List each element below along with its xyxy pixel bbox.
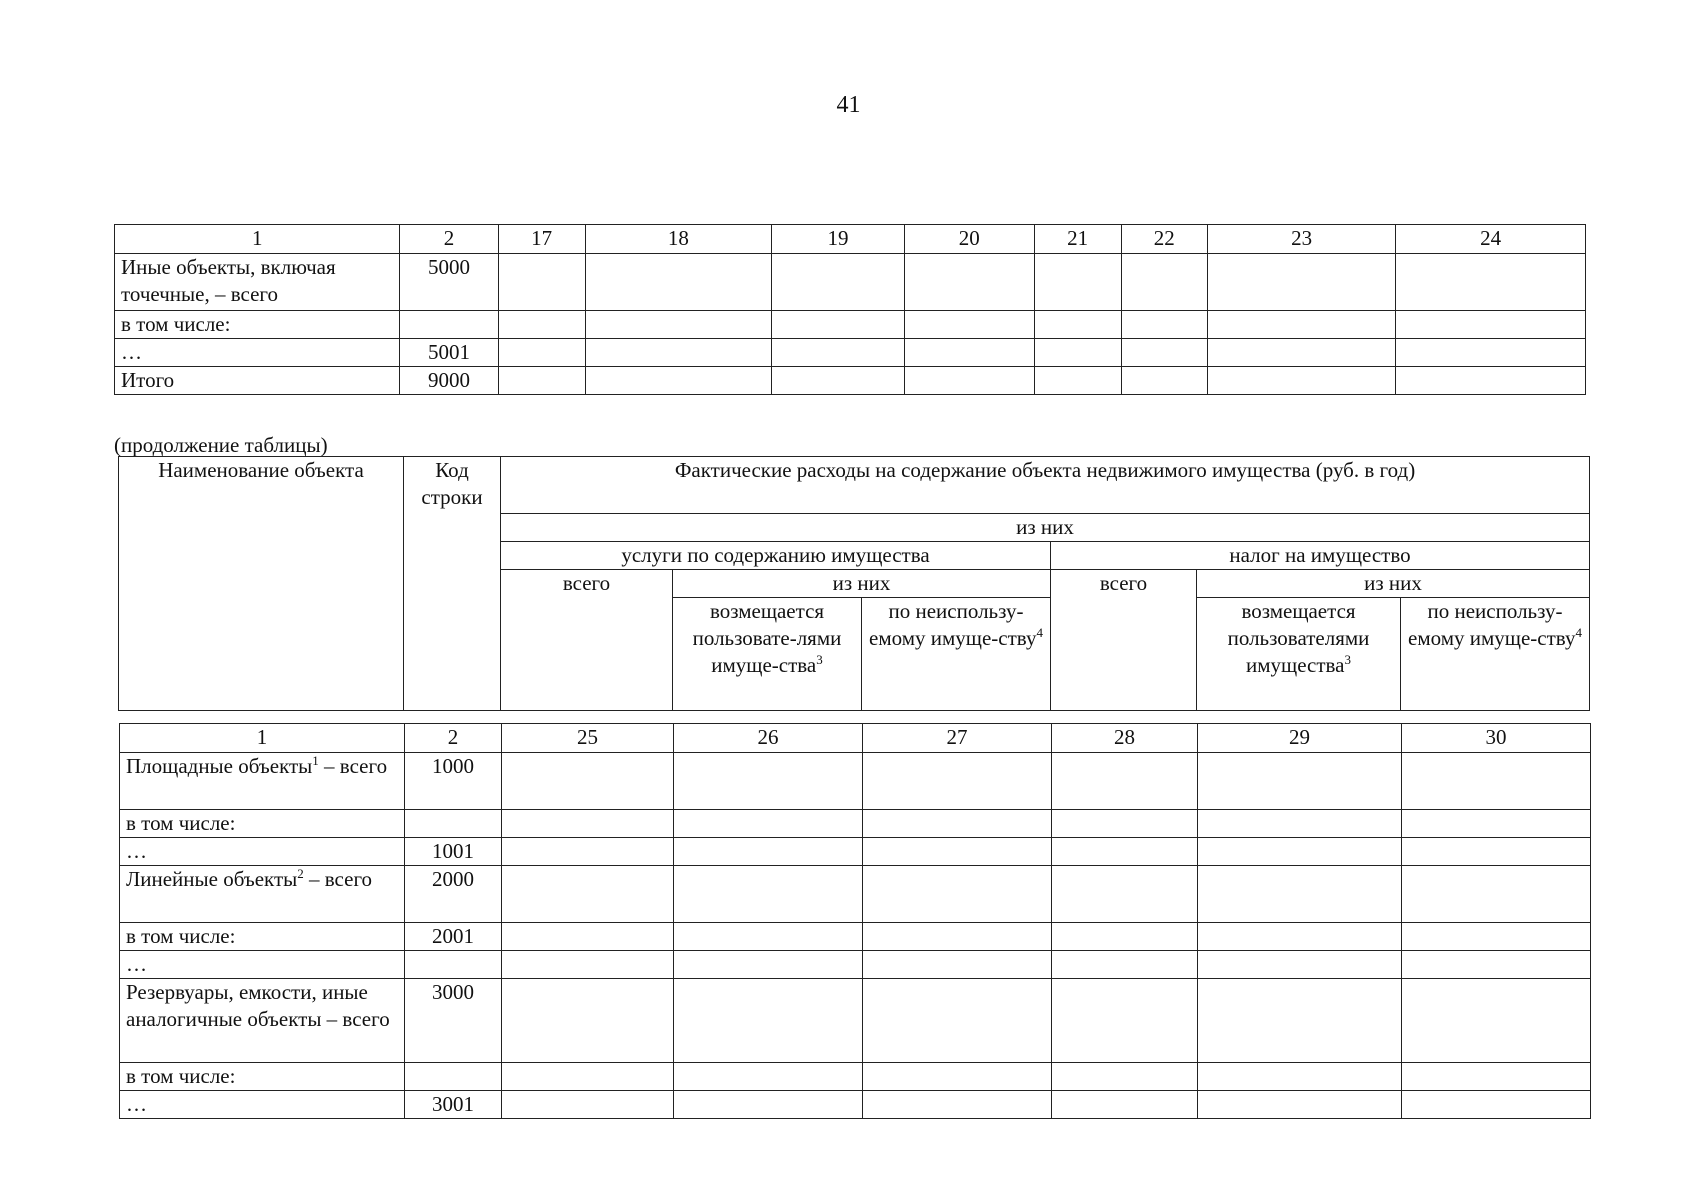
top-table-header-row xyxy=(115,225,1586,254)
empty-cell xyxy=(1402,1091,1591,1119)
bottom-table-header xyxy=(118,456,1590,711)
empty-cell xyxy=(1402,923,1591,951)
top-col-number: 1 xyxy=(115,225,400,254)
table-row xyxy=(120,979,1591,1063)
row-name: Итого xyxy=(115,367,400,395)
empty-cell xyxy=(772,339,905,367)
row-name: Линейные объекты$^2$ – всего xyxy=(120,866,405,923)
top-col-number: 21 xyxy=(1034,225,1121,254)
empty-cell xyxy=(585,339,771,367)
row-name: Площадные объекты$^1$ – всего xyxy=(120,753,405,810)
empty-cell xyxy=(1052,1091,1198,1119)
empty-cell xyxy=(863,979,1052,1063)
empty-cell xyxy=(772,311,905,339)
empty-cell xyxy=(502,1091,674,1119)
empty-cell xyxy=(1052,866,1198,923)
page-number: 41 xyxy=(836,92,861,118)
empty-cell xyxy=(502,810,674,838)
empty-cell xyxy=(1402,951,1591,979)
row-name: Иные объекты, включая точечные, – всего xyxy=(115,254,400,311)
empty-cell xyxy=(1207,339,1396,367)
empty-cell xyxy=(1052,979,1198,1063)
table-row xyxy=(120,923,1591,951)
row-name: в том числе: xyxy=(120,923,405,951)
row-code: 5000 xyxy=(400,254,498,311)
empty-cell xyxy=(1402,1063,1591,1091)
empty-cell xyxy=(498,254,585,311)
empty-cell xyxy=(1198,1063,1402,1091)
empty-cell xyxy=(674,951,863,979)
empty-cell xyxy=(1052,753,1198,810)
header-object-name: Наименование объекта xyxy=(119,457,404,711)
empty-cell xyxy=(772,254,905,311)
empty-cell xyxy=(498,339,585,367)
empty-cell xyxy=(1402,866,1591,923)
empty-cell xyxy=(585,311,771,339)
top-col-number: 2 xyxy=(400,225,498,254)
empty-cell xyxy=(502,753,674,810)
empty-cell xyxy=(585,254,771,311)
empty-cell xyxy=(863,810,1052,838)
row-code: 1000 xyxy=(405,753,502,810)
top-col-number: 20 xyxy=(904,225,1034,254)
row-code xyxy=(405,1063,502,1091)
col-number: 28 xyxy=(1052,724,1198,753)
empty-cell xyxy=(863,951,1052,979)
empty-cell xyxy=(863,838,1052,866)
empty-cell xyxy=(674,1063,863,1091)
row-name: в том числе: xyxy=(115,311,400,339)
bottom-number-row xyxy=(120,724,1591,753)
empty-cell xyxy=(1052,1063,1198,1091)
col-number: 1 xyxy=(120,724,405,753)
empty-cell xyxy=(863,753,1052,810)
header-of-them: из них xyxy=(501,514,1590,542)
table-row xyxy=(120,1091,1591,1119)
top-col-number: 18 xyxy=(585,225,771,254)
empty-cell xyxy=(1402,838,1591,866)
row-name: … xyxy=(120,951,405,979)
empty-cell xyxy=(863,1091,1052,1119)
empty-cell xyxy=(772,367,905,395)
row-name: … xyxy=(120,1091,405,1119)
row-code xyxy=(400,311,498,339)
row-code: 1001 xyxy=(405,838,502,866)
empty-cell xyxy=(1402,810,1591,838)
header-services-reimbursed: возмещается пользовате-лями имуще-ства$^3$ xyxy=(673,598,862,711)
col-number: 2 xyxy=(405,724,502,753)
top-col-number: 24 xyxy=(1396,225,1586,254)
empty-cell xyxy=(904,254,1034,311)
empty-cell xyxy=(502,979,674,1063)
empty-cell xyxy=(1396,367,1586,395)
top-col-number: 17 xyxy=(498,225,585,254)
header-line-code: Код строки xyxy=(404,457,501,711)
bottom-table-body xyxy=(119,723,1591,1119)
empty-cell xyxy=(674,923,863,951)
empty-cell xyxy=(502,923,674,951)
empty-cell xyxy=(1396,254,1586,311)
table-row xyxy=(115,339,1586,367)
empty-cell xyxy=(1034,254,1121,311)
empty-cell xyxy=(674,979,863,1063)
row-code xyxy=(405,951,502,979)
table-row xyxy=(115,367,1586,395)
empty-cell xyxy=(1198,951,1402,979)
top-col-number: 23 xyxy=(1207,225,1396,254)
empty-cell xyxy=(1396,311,1586,339)
empty-cell xyxy=(502,838,674,866)
empty-cell xyxy=(1198,838,1402,866)
col-number: 29 xyxy=(1198,724,1402,753)
header-actual-expenses: Фактические расходы на содержание объекта недвижимого имущества (руб. в год) xyxy=(501,457,1590,514)
empty-cell xyxy=(1207,367,1396,395)
table-row xyxy=(115,311,1586,339)
header-services-unused: по неиспользу-емому имуще-ству$^4$ xyxy=(862,598,1051,711)
empty-cell xyxy=(1052,923,1198,951)
table-row xyxy=(120,866,1591,923)
header-tax-reimbursed: возмещается пользователями имущества$^3$ xyxy=(1197,598,1401,711)
empty-cell xyxy=(1121,367,1207,395)
row-name: … xyxy=(115,339,400,367)
empty-cell xyxy=(1052,810,1198,838)
row-name: Резервуары, емкости, иные аналогичные объекты – всего xyxy=(120,979,405,1063)
empty-cell xyxy=(1198,753,1402,810)
row-name: … xyxy=(120,838,405,866)
empty-cell xyxy=(904,367,1034,395)
empty-cell xyxy=(863,1063,1052,1091)
empty-cell xyxy=(1207,254,1396,311)
empty-cell xyxy=(1198,923,1402,951)
empty-cell xyxy=(1198,810,1402,838)
col-number: 26 xyxy=(674,724,863,753)
col-number: 27 xyxy=(863,724,1052,753)
empty-cell xyxy=(1052,838,1198,866)
empty-cell xyxy=(1198,1091,1402,1119)
row-code: 3001 xyxy=(405,1091,502,1119)
header-services-total: всего xyxy=(501,570,673,711)
top-table xyxy=(114,224,1586,395)
header-tax-total: всего xyxy=(1051,570,1197,711)
empty-cell xyxy=(1121,254,1207,311)
header-tax-unused: по неиспользу-емому имуще-ству$^4$ xyxy=(1401,598,1590,711)
header-services-of-them: из них xyxy=(673,570,1051,598)
empty-cell xyxy=(1052,951,1198,979)
col-number: 30 xyxy=(1402,724,1591,753)
empty-cell xyxy=(904,339,1034,367)
empty-cell xyxy=(1402,979,1591,1063)
table-row xyxy=(120,838,1591,866)
row-code: 3000 xyxy=(405,979,502,1063)
empty-cell xyxy=(674,866,863,923)
table-row xyxy=(115,254,1586,311)
row-code: 9000 xyxy=(400,367,498,395)
top-col-number: 19 xyxy=(772,225,905,254)
header-tax-of-them: из них xyxy=(1197,570,1590,598)
empty-cell xyxy=(1034,311,1121,339)
row-name: в том числе: xyxy=(120,810,405,838)
empty-cell xyxy=(1034,339,1121,367)
empty-cell xyxy=(674,838,863,866)
empty-cell xyxy=(674,753,863,810)
empty-cell xyxy=(674,810,863,838)
empty-cell xyxy=(863,923,1052,951)
header-maintenance-services: услуги по содержанию имущества xyxy=(501,542,1051,570)
empty-cell xyxy=(1198,979,1402,1063)
row-code xyxy=(405,810,502,838)
table-row xyxy=(120,1063,1591,1091)
row-code: 2000 xyxy=(405,866,502,923)
table-row xyxy=(120,753,1591,810)
empty-cell xyxy=(1034,367,1121,395)
continuation-caption: (продолжение таблицы) xyxy=(114,433,328,457)
empty-cell xyxy=(498,367,585,395)
empty-cell xyxy=(904,311,1034,339)
top-col-number: 22 xyxy=(1121,225,1207,254)
table-row xyxy=(120,951,1591,979)
empty-cell xyxy=(1402,753,1591,810)
empty-cell xyxy=(585,367,771,395)
empty-cell xyxy=(1207,311,1396,339)
empty-cell xyxy=(502,951,674,979)
empty-cell xyxy=(1121,311,1207,339)
row-name: в том числе: xyxy=(120,1063,405,1091)
col-number: 25 xyxy=(502,724,674,753)
empty-cell xyxy=(502,866,674,923)
row-code: 5001 xyxy=(400,339,498,367)
table-row xyxy=(120,810,1591,838)
empty-cell xyxy=(674,1091,863,1119)
empty-cell xyxy=(1396,339,1586,367)
empty-cell xyxy=(863,866,1052,923)
empty-cell xyxy=(498,311,585,339)
empty-cell xyxy=(1198,866,1402,923)
empty-cell xyxy=(502,1063,674,1091)
header-property-tax: налог на имущество xyxy=(1051,542,1590,570)
empty-cell xyxy=(1121,339,1207,367)
row-code: 2001 xyxy=(405,923,502,951)
